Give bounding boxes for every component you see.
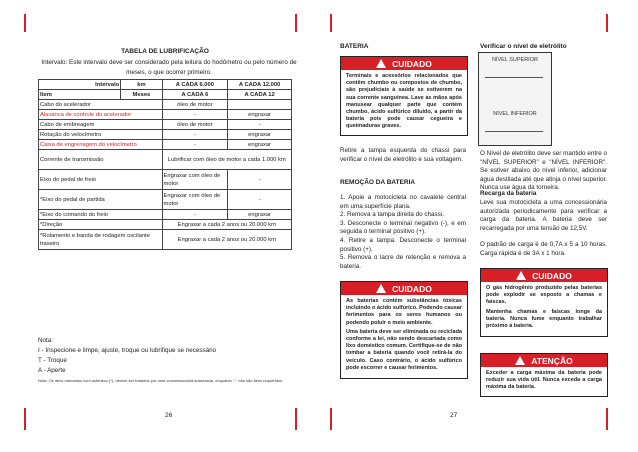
item-cell: Alavanca de controle do acelerador — [39, 110, 163, 120]
value-cell — [228, 100, 292, 110]
value-cell: Engraxar com óleo de motor — [162, 190, 228, 210]
lubrication-table — [38, 79, 292, 250]
value-cell: - — [162, 110, 228, 120]
value-cell: engraxar — [228, 140, 292, 150]
item-cell: Cabo de embreagem — [39, 120, 163, 130]
table-header-row — [39, 90, 292, 100]
attention-box — [480, 353, 608, 397]
value-cell: engraxar — [228, 210, 292, 220]
header-cell: A CADA 6 — [162, 90, 228, 100]
value-cell: óleo de motor — [162, 100, 228, 110]
warning-triangle-icon — [515, 356, 525, 365]
notes — [38, 336, 216, 376]
header-cell: km — [121, 80, 162, 90]
warning-paragraph: Mantenha chamas e faíscas longe da bateria. Nunca fume enquanto trabalhar próximo à bateria. — [486, 308, 602, 330]
warning-text — [341, 295, 467, 378]
value-cell: Engraxar com óleo de motor — [162, 170, 228, 190]
warning-paragraph: Uma bateria deve ser eliminada ou reciclada conforme a lei, não sendo descartada como lixo doméstico comum. Certifique-se de não tombar a bateria quando você retirá-la do veículo. Caso contrário, o ácido sulfúrico pode escorrer e causar ferimentos. — [346, 328, 462, 371]
crop-mark — [24, 14, 26, 32]
note-line: Nota: — [38, 337, 54, 344]
item-cell: Rotação do velocímetro — [39, 130, 163, 140]
value-cell: - — [162, 130, 228, 140]
upper-level-label: NÍVEL SUPERIOR — [492, 57, 538, 63]
note-line: I - Inspecione e limpe, ajuste, troque ou lubrifique se necessário — [38, 347, 217, 354]
warning-title: CUIDADO — [392, 58, 432, 69]
upper-level-line — [485, 77, 543, 78]
item-cell: *Eixo do pedal de partida — [39, 190, 163, 210]
item-cell: Eixo do pedal de freio — [39, 170, 163, 190]
table-row — [39, 210, 292, 220]
battery-heading: BATERIA — [340, 43, 369, 50]
removal-heading: REMOÇÃO DA BATERIA — [340, 179, 416, 186]
value-cell: - — [162, 210, 228, 220]
attention-text: Exceder a carga máxima da bateria pode reduzir sua vida útil. Nunca exceda a carga máxima da bateria. — [486, 370, 602, 391]
electrolyte-paragraph: O Nível de eletrólito deve ser mantido entre o "NÍVEL SUPERIOR" e "NÍVEL INFERIOR". Se estiver abaixo do nível inferior, adicionar água destilada até que atinja o nível superior. Nunca use água da torneira. — [480, 150, 607, 192]
table-row — [39, 130, 292, 140]
recharge-paragraph: Leve sua motocicleta a uma concessionária autorizada periodicamente para verificar a carga da bateria. A bateria deve ser recarregada por uma tensão de 12,5V. — [480, 199, 607, 232]
value-cell: - — [228, 120, 292, 130]
item-cell: *Eixo do comando do freio — [39, 210, 163, 220]
warning-triangle-icon — [516, 271, 526, 280]
warning-title: CUIDADO — [392, 283, 432, 294]
table-header-row — [39, 80, 292, 90]
warning-bar — [481, 269, 607, 282]
attention-title: ATENÇÃO — [531, 355, 573, 366]
removal-step: 1. Apoie a motocicleta no cavalete central em uma superfície plana. — [340, 194, 466, 210]
warning-paragraph: As baterias contém substâncias tóxicas incluindo o ácido sulfúrico. Podendo causar ferimentos para os seres humanos ou podendo poluir o meio ambiente. — [346, 298, 462, 326]
header-cell: A CADA 6.000 — [162, 80, 228, 90]
table-row — [39, 170, 292, 190]
table-intro: Intervalo: Este intervalo deve ser considerado pela leitura do hodômetro ou pelo número de meses, o que ocorrer primeiro. — [41, 59, 297, 76]
table-row — [39, 140, 292, 150]
value-cell: óleo de motor — [162, 120, 228, 130]
header-cell: Item — [39, 90, 121, 100]
item-cell: Cabo do acelerador — [39, 100, 163, 110]
removal-step: 2. Remova a tampa direita do chassi. — [340, 211, 444, 219]
item-cell: Corrente de transmissão — [39, 150, 163, 170]
table-row — [39, 100, 292, 110]
crop-mark — [330, 408, 332, 430]
warning-box-hydrogen — [480, 268, 608, 337]
value-cell: engraxar — [228, 130, 292, 140]
battery-paragraph: Retire a tampa esquerda do chassi para verificar o nível de eletrólito e sua voltagem. — [340, 147, 466, 163]
crop-mark — [606, 14, 608, 32]
value-cell: Engraxar a cada 2 anos ou 20.000 km — [162, 230, 291, 250]
removal-step: 5. Remova o lacre de retenção e remova a bateria. — [340, 254, 466, 270]
warning-text — [481, 282, 607, 336]
note-line: T - Troque — [38, 357, 67, 364]
warning-box-lead — [340, 56, 468, 136]
table-title: TABELA DE LUBRIFICAÇÃO — [121, 48, 209, 55]
recharge-heading: Recarga da bateria — [480, 190, 537, 197]
warning-paragraph: O gás hidrogênio produzido pelas baterias pode explodir se exposto a chamas e faíscas. — [486, 285, 602, 306]
electrolyte-level-diagram — [478, 52, 552, 146]
value-cell: engraxar — [228, 110, 292, 120]
item-cell: *Rolamento e banda de rodagem oscilante traseiro — [39, 230, 163, 250]
header-cell: A CADA 12.000 — [228, 80, 292, 90]
crop-mark — [295, 14, 297, 32]
warning-title: CUIDADO — [532, 270, 572, 281]
removal-step: 3. Desconecte o terminal negativo (-), e em seguida o terminal positivo (+). — [340, 219, 466, 236]
table-row — [39, 190, 292, 210]
item-cell: Caixa de engrenagem do velocímetro — [39, 140, 163, 150]
electrolyte-heading: Verificar o nível de eletrólito — [480, 43, 567, 50]
item-cell: *Direção — [39, 220, 163, 230]
table-row — [39, 220, 292, 230]
warning-triangle-icon — [376, 59, 386, 68]
removal-step: 4. Retire a tampa. Desconecte o terminal positivo (+). — [340, 236, 466, 253]
header-cell: Meses — [121, 90, 162, 100]
value-cell: Lubrificar com óleo de motor a cada 1.000 km — [162, 150, 291, 170]
header-cell: A CADA 12 — [228, 90, 292, 100]
warning-text: Terminais e acessórios relacionados que contêm chumbo ou compostos de chumbo, são prejudiciais à saúde se estiverem na sua corrente sanguínea. Lave as mãos após manusear qualquer parte que contém chumbo, ácido sulfúrico diluído, a partir da bateria pois pode causar cegueira e queimaduras graves. — [346, 73, 462, 130]
table-row — [39, 110, 292, 120]
lower-level-label: NÍVEL INFERIOR — [493, 111, 537, 117]
warning-triangle-icon — [376, 284, 386, 293]
crop-mark — [330, 14, 332, 32]
value-cell: Engraxar a cada 2 anos ou 20.000 km — [162, 220, 291, 230]
removal-steps — [340, 194, 466, 271]
fine-print: Nota: Os itens marcados com asterisco (*), devem ser tratados por uma concessionária autorizada, enquanto "-" não são itens requeridos. — [38, 378, 284, 383]
table-row — [39, 150, 292, 170]
header-cell: Intervalo — [39, 80, 121, 90]
warning-box-toxic — [340, 281, 468, 379]
value-cell: - — [228, 170, 292, 190]
charge-standard-paragraph: O padrão de carga é de 0,7A x 5 a 10 horas. Carga rápida é de 3A x 1 hora. — [480, 241, 607, 257]
table-row — [39, 230, 292, 250]
crop-mark — [606, 408, 608, 430]
lower-level-line — [485, 131, 543, 132]
warning-bar — [341, 282, 467, 295]
page-number-right: 27 — [450, 412, 458, 419]
note-line: A - Aperte — [38, 367, 66, 374]
crop-mark — [24, 408, 26, 430]
table-row — [39, 120, 292, 130]
page-number-left: 26 — [165, 412, 173, 419]
value-cell: - — [162, 140, 228, 150]
warning-bar — [341, 57, 467, 70]
crop-mark — [295, 408, 297, 430]
value-cell: - — [228, 190, 292, 210]
attention-bar — [481, 354, 607, 367]
